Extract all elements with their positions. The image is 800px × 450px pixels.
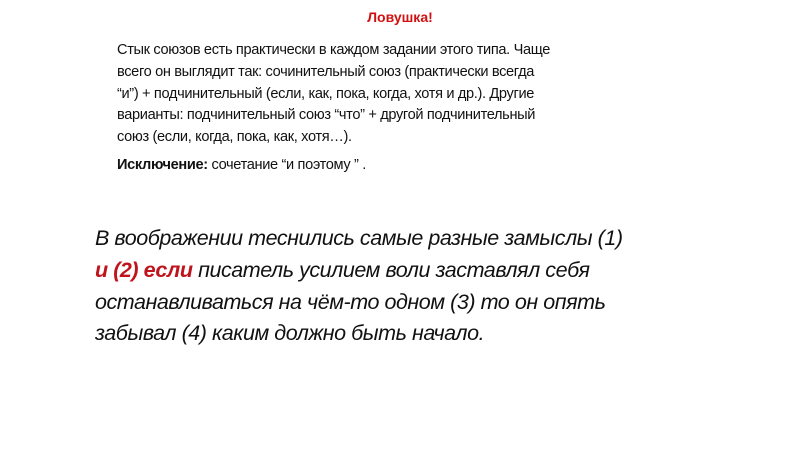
task-line: В воображении теснились самые разные замыслы (1) [95,226,623,250]
rule-line: варианты: подчинительный союз “что” + другой подчинительный [117,107,536,124]
rule-line: всего он выглядит так: сочинительный союз (практически всегда [117,63,535,80]
task-line: останавливаться на чём-то одном (3) то он опять [95,289,606,314]
exception-label: Исключение: [117,157,208,173]
rule-paragraph [117,40,550,149]
highlighted-conjunctions: и (2) если [95,257,193,282]
task-line-rest: писатель усилием воли заставлял себя [192,257,590,282]
rule-line: Стык союзов есть практически в каждом задании этого типа. Чаще [117,42,550,58]
task-line: забывал (4) каким должно быть начало. [95,321,485,346]
task-sentence [95,223,623,350]
rule-line: союз (если, когда, пока, как, хотя…). [117,129,352,146]
rule-line: “и”) + подчинительный (если, как, пока, когда, хотя и др.). Другие [117,85,535,102]
task-line [95,255,623,287]
slide-title: Ловушка! [367,9,433,25]
exception-text: сочетание “и поэтому ” . [207,157,366,173]
exception-note [117,157,366,173]
